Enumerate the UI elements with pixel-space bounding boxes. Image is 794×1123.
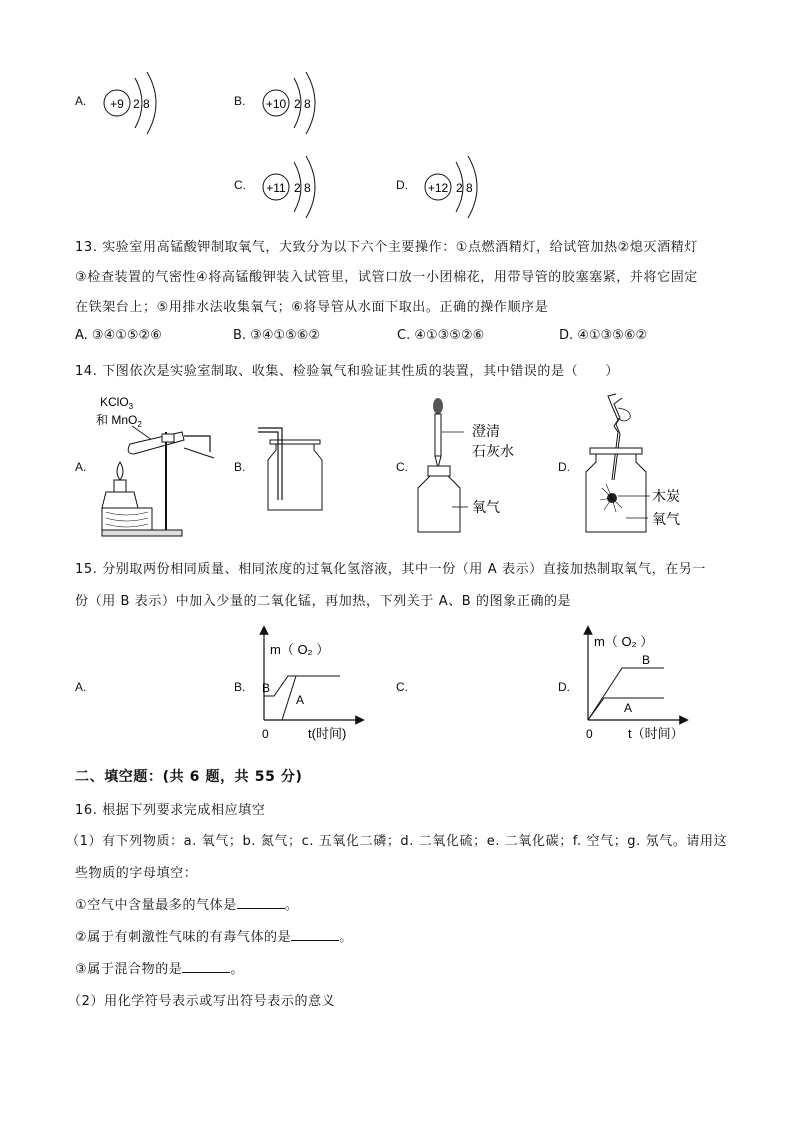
q15-line-2: 份（用 B 表示）中加入少量的二氧化锰，再加热，下列关于 A、B 的图象正确的是 xyxy=(75,594,572,609)
option-letter: D. xyxy=(396,178,408,192)
series-b-label: B xyxy=(642,653,651,667)
x-axis-label: t(时间) xyxy=(308,726,347,741)
q13-choice-d[interactable]: D. ④①③⑤⑥② xyxy=(559,328,648,343)
answer-blank[interactable] xyxy=(237,896,285,909)
charcoal-label: 木炭 xyxy=(652,488,680,504)
flame xyxy=(117,462,123,480)
stand-base xyxy=(102,530,182,536)
y-axis-label: m（ O₂ ） xyxy=(270,642,330,657)
q14-option-letter: D. xyxy=(558,460,570,474)
answer-blank[interactable] xyxy=(291,928,339,941)
charcoal-burning-apparatus xyxy=(578,390,708,540)
q13-line-2: ③检查装置的气密性④将高锰酸钾装入试管里，试管口放一小团棉花，用带导管的胶塞塞紧，并将它固定 xyxy=(75,270,698,285)
shell-electrons: 2 8 xyxy=(133,97,150,111)
gas-collection-bottle xyxy=(256,420,336,520)
dropper-bulb xyxy=(433,398,443,414)
item-text: ①空气中含量最多的气体是 xyxy=(75,898,237,913)
q15-option-letter: A. xyxy=(75,680,87,694)
series-b-label: B xyxy=(262,681,271,695)
kclo3-heating-apparatus xyxy=(92,392,232,542)
q14-option-letter: A. xyxy=(75,460,87,474)
atom-diagram xyxy=(418,150,508,222)
nucleus-charge: +12 xyxy=(427,181,449,195)
limewater-label-2: 石灰水 xyxy=(472,443,514,459)
atom-diagram xyxy=(97,66,187,138)
q16-part1-line-2: 些物质的字母填空： xyxy=(75,866,198,881)
item-text: ②属于有刺激性气味的有毒气体的是 xyxy=(75,930,292,945)
bottle-body xyxy=(418,476,460,532)
section-2-title: 二、填空题：(共 6 题，共 55 分) xyxy=(75,769,303,785)
graph-option-b xyxy=(252,624,372,742)
atom-diagram xyxy=(256,150,346,222)
q16-stem: 16. 根据下列要求完成相应填空 xyxy=(75,803,266,818)
q15-option-letter: C. xyxy=(396,680,408,694)
q13-choice-b[interactable]: B. ③④①⑤⑥② xyxy=(233,328,321,343)
nucleus-charge: +10 xyxy=(265,97,287,111)
q14-option-letter: B. xyxy=(234,460,246,474)
q16-part2: （2）用化学符号表示或写出符号表示的意义 xyxy=(68,994,336,1009)
series-a-label: A xyxy=(296,693,305,707)
series-a-label: A xyxy=(624,701,633,715)
option-letter: B. xyxy=(234,94,246,108)
bottle-body xyxy=(268,444,322,510)
dropper-tube xyxy=(435,414,441,456)
nucleus-charge: +11 xyxy=(266,181,286,195)
shell-electrons: 2 8 xyxy=(456,181,473,195)
q13-line-1: 13. 实验室用高锰酸钾制取氧气，大致分为以下六个主要操作：①点燃酒精灯，给试管加热②熄灭酒精灯 xyxy=(75,240,698,255)
y-axis-label: m（ O₂ ） xyxy=(594,634,654,649)
nucleus-charge: +9 xyxy=(110,97,124,111)
item-end: 。 xyxy=(284,898,299,913)
series-a-line xyxy=(282,676,296,720)
q16-item-1 xyxy=(75,894,298,913)
stand-clamp xyxy=(162,434,174,442)
option-letter: C. xyxy=(234,178,246,192)
bottle-lid xyxy=(590,448,642,454)
test-tube xyxy=(128,432,184,454)
mno2-label: 和 MnO$_2$ xyxy=(96,413,142,429)
item-text: ③属于混合物的是 xyxy=(75,962,183,977)
item-end: 。 xyxy=(339,930,353,945)
shell-electrons: 2 8 xyxy=(294,97,311,111)
option-letter: A. xyxy=(75,94,87,108)
shell-electrons: 2 8 xyxy=(294,181,311,195)
q15-option-letter: D. xyxy=(558,680,570,694)
origin-label: 0 xyxy=(586,727,593,741)
q13-choice-c[interactable]: C. ④①③⑤②⑥ xyxy=(397,328,485,343)
q15-line-1: 15. 分别取两份相同质量、相同浓度的过氧化氢溶液，其中一份（用 A 表示）直接加热制取氧气，在另一 xyxy=(75,562,706,577)
q14-option-letter: C. xyxy=(396,460,408,474)
oxygen-label: 氧气 xyxy=(472,499,500,515)
graph-option-d xyxy=(576,624,696,742)
limewater-test-apparatus xyxy=(412,392,542,542)
tongs xyxy=(608,394,618,480)
atom-diagram xyxy=(256,66,346,138)
oxygen-label: 氧气 xyxy=(652,511,680,527)
label-pointer xyxy=(132,426,152,440)
q14-stem: 14. 下图依次是实验室制取、收集、检验氧气和验证其性质的装置，其中错误的是（ ） xyxy=(75,364,620,379)
bottle-neck xyxy=(428,466,450,476)
q16-item-3 xyxy=(75,958,244,977)
kclo3-label: KClO$_3$ xyxy=(100,395,134,411)
alcohol-lamp xyxy=(102,492,138,508)
q13-choice-a[interactable]: A. ③④①⑤②⑥ xyxy=(75,328,162,343)
q16-item-2 xyxy=(75,926,353,945)
item-end: 。 xyxy=(230,962,245,977)
q16-part1-line-1: （1）有下列物质：a. 氧气；b. 氮气；c. 五氧化二磷；d. 二氧化硫；e. 二氧化碳；f. 空气；g. 氖气。请用这 xyxy=(66,834,728,849)
q13-line-3: 在铁架台上；⑤用排水法收集氧气；⑥将导管从水面下取出。正确的操作顺序是 xyxy=(75,300,549,315)
origin-label: 0 xyxy=(262,727,269,741)
limewater-label-1: 澄清 xyxy=(472,423,500,439)
q15-option-letter: B. xyxy=(234,680,246,694)
answer-blank[interactable] xyxy=(182,960,230,973)
x-axis-label: t（时间） xyxy=(628,726,684,741)
